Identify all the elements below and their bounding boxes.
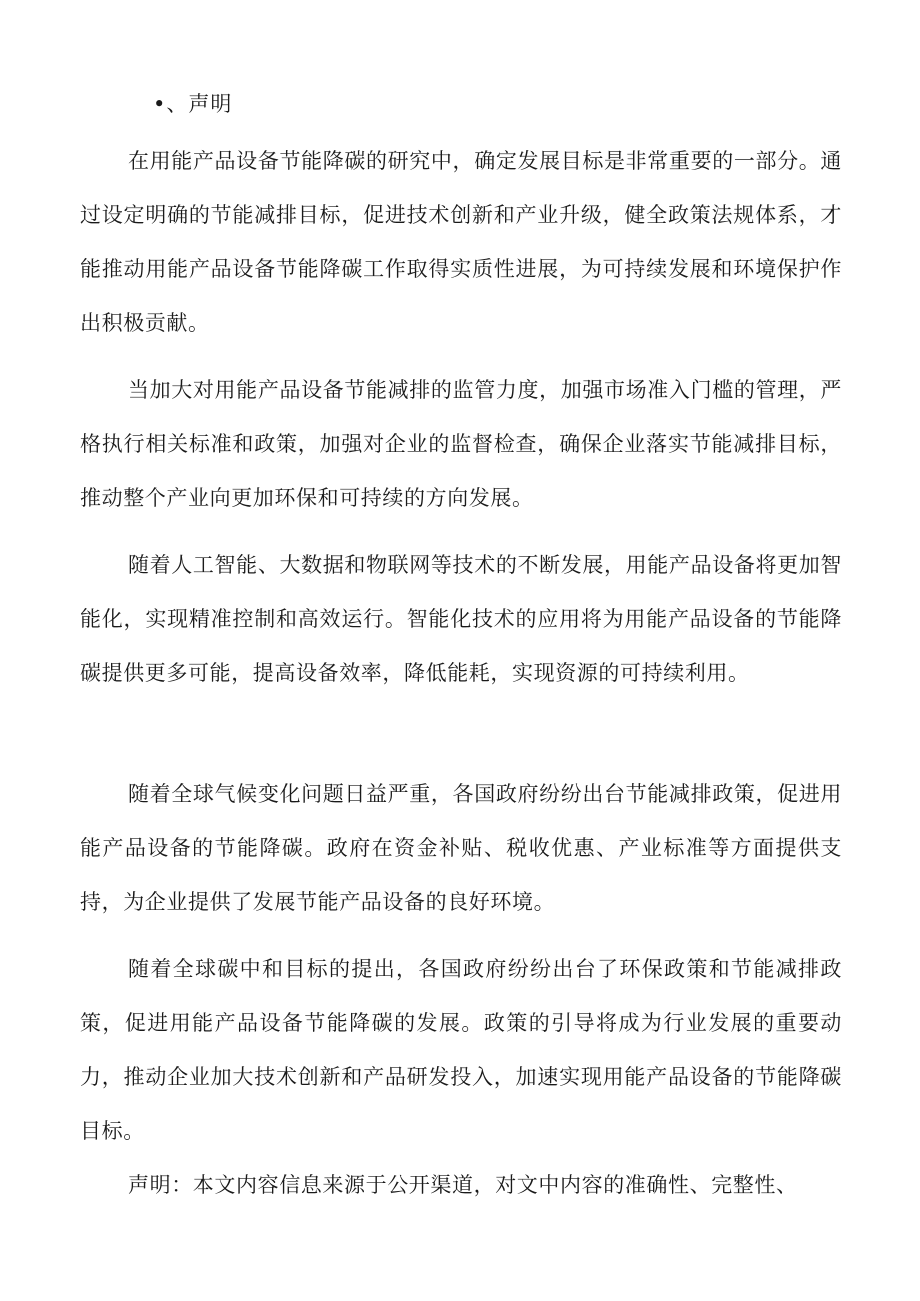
- section-heading: •、声明: [153, 92, 233, 116]
- paragraph-intelligent-tech: 随着人工智能、大数据和物联网等技术的不断发展，用能产品设备将更加智能化，实现精准控制和高效运行。智能化技术的应用将为用能产品设备的节能降碳提供更多可能，提高设备效率，降低能耗，实现资源的可持续利用。: [80, 553, 842, 685]
- paragraph-disclaimer: 声明：本文内容信息来源于公开渠道，对文中内容的准确性、完整性、: [128, 1173, 798, 1197]
- paragraph-carbon-neutrality: 随着全球碳中和目标的提出，各国政府纷纷出台了环保政策和节能减排政策，促进用能产品设备节能降碳的发展。政策的引导将成为行业发展的重要动力，推动企业加大技术创新和产品研发投入，加速实现用能产品设备的节能降碳目标。: [80, 957, 842, 1143]
- paragraph-supervision: 当加大对用能产品设备节能减排的监管力度，加强市场准入门槛的管理，严格执行相关标准和政策，加强对企业的监督检查，确保企业落实节能减排目标，推动整个产业向更加环保和可持续的方向发展。: [80, 378, 842, 510]
- paragraph-development-goals: 在用能产品设备节能降碳的研究中，确定发展目标是非常重要的一部分。通过设定明确的节能减排目标，促进技术创新和产业升级，健全政策法规体系，才能推动用能产品设备节能降碳工作取得实质性进展，为可持续发展和环境保护作出积极贡献。: [80, 149, 842, 335]
- paragraph-climate-policy: 随着全球气候变化问题日益严重，各国政府纷纷出台节能减排政策，促进用能产品设备的节能降碳。政府在资金补贴、税收优惠、产业标准等方面提供支持，为企业提供了发展节能产品设备的良好环境。: [80, 782, 842, 914]
